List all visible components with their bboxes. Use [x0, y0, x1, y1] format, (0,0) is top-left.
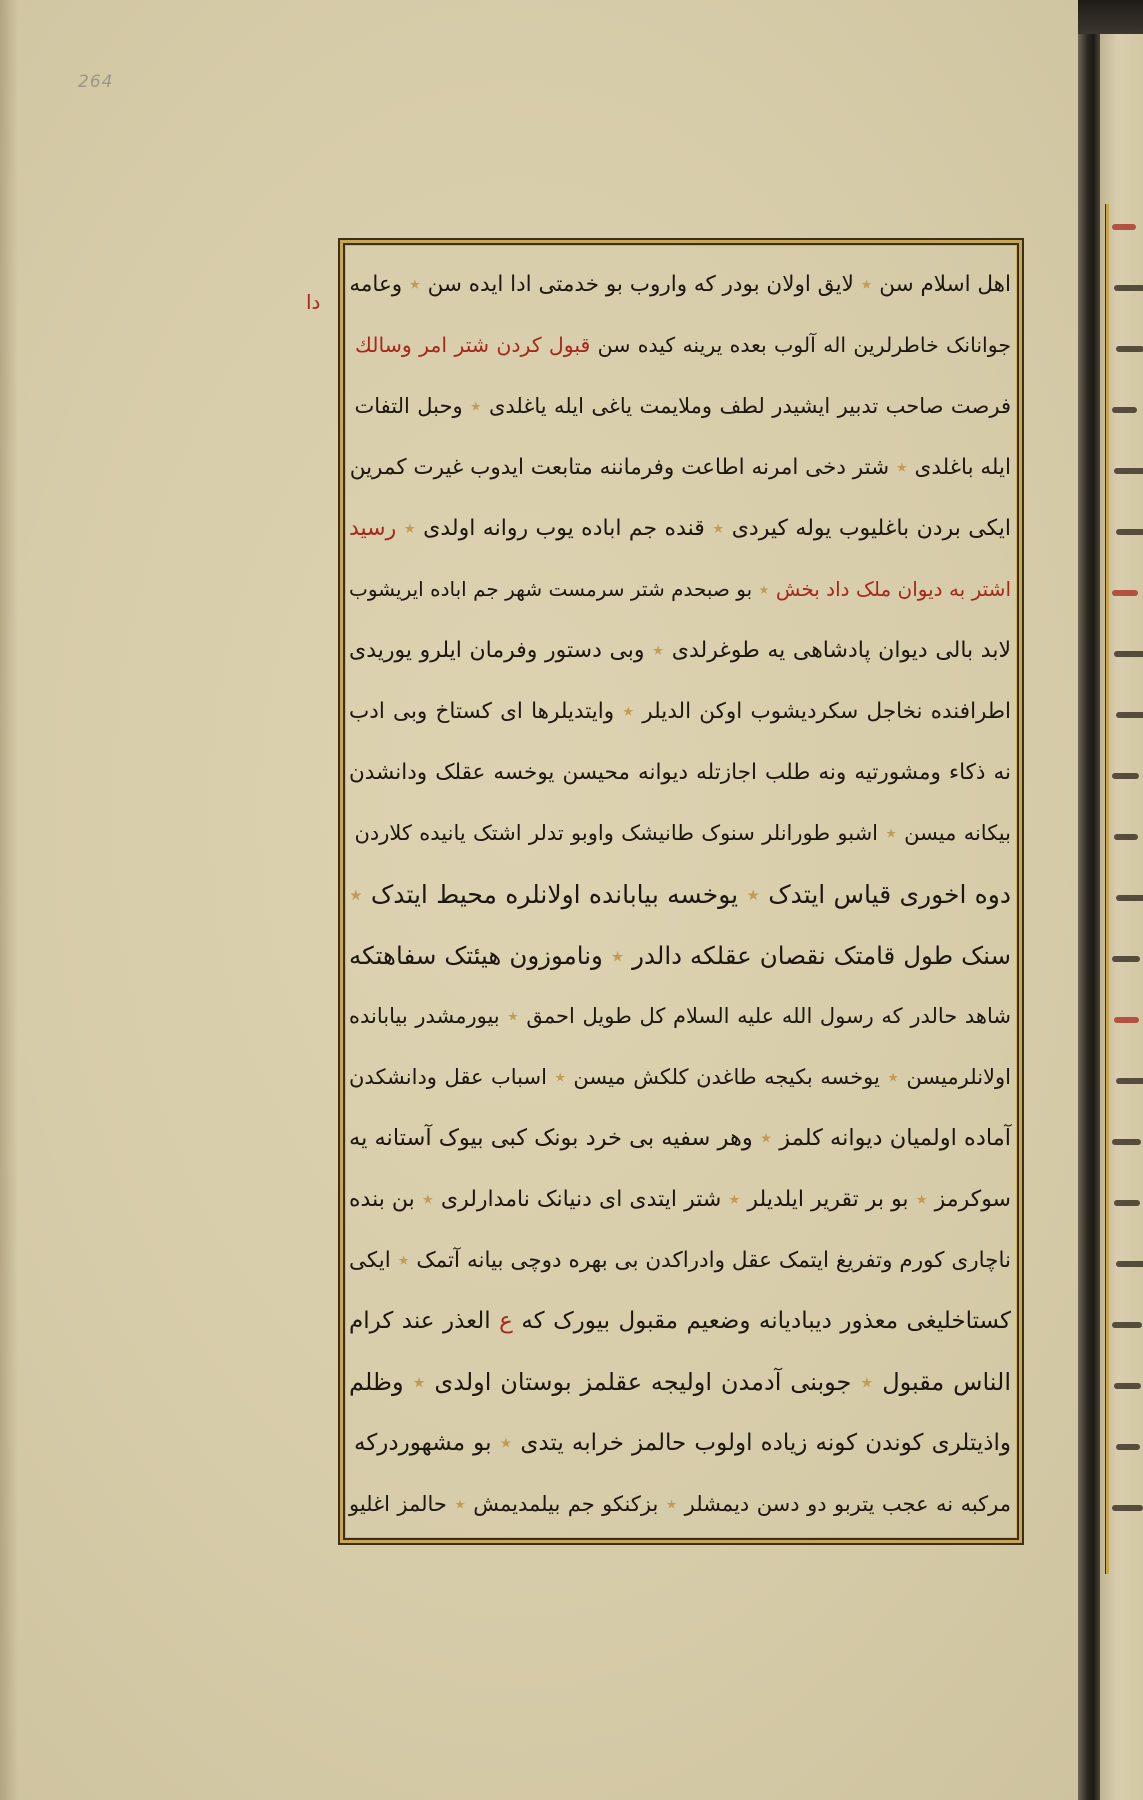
- folio-number: 264: [78, 72, 114, 92]
- text-line: [351, 1047, 1011, 1108]
- line-text: [354, 1430, 1011, 1456]
- verse-separator: ٭: [622, 699, 635, 724]
- verse-separator: ٭: [915, 1187, 928, 1212]
- verse-separator: ٭: [887, 1065, 899, 1089]
- adjacent-page-text-fragment: [1114, 285, 1143, 291]
- verse-separator: ٭: [610, 941, 625, 970]
- body-text: کستاخلیغی معذور دیبادیانه وضعیم مقبول بیورک که: [512, 1308, 1011, 1334]
- text-line: [351, 1474, 1011, 1535]
- adjacent-page-text-fragment: [1116, 895, 1143, 901]
- adjacent-page-text-fragment: [1114, 468, 1143, 474]
- body-text: بیکانه میسن ٭ اشبو طورانلر سنوک طانیشک واوبو تدلر اشتک یانیده کلاردن: [354, 821, 1011, 845]
- body-text: دوه اخوری قیاس ایتدک ٭ یوخسه بیابانده اولانلره محیط ایتدک ٭: [349, 880, 1011, 909]
- verse-separator: ٭: [712, 516, 725, 541]
- text-line: [351, 925, 1011, 986]
- line-text: [354, 821, 1011, 845]
- body-text: نه ذکاء ومشورتیه ونه طلب اجازتله دیوانه محیسن یوخسه عقلک ودانشدن: [349, 760, 1011, 785]
- body-text: ٭ بو صبحدم شتر سرمست شهر جم اباده ایریشوب: [349, 577, 770, 601]
- adjacent-page-text-fragment: [1116, 712, 1143, 718]
- verse-separator: ٭: [403, 516, 416, 541]
- verse-separator: ٭: [860, 1368, 874, 1396]
- line-text: [354, 394, 1011, 418]
- verse-separator: ٭: [746, 880, 761, 909]
- body-text: الناس مقبول ٭ جوبنی آدمدن اولیجه عقلمز بوستان اولدی ٭ وظلم: [349, 1368, 1011, 1396]
- line-text: [349, 1248, 1011, 1273]
- adjacent-page-text-fragment: [1116, 1078, 1143, 1084]
- body-text: سنک طول قامتک نقصان عقلکه دالدر ٭ وناموزون هیئتک سفاهتکه: [349, 941, 1011, 970]
- body-text: ایله باغلدی ٭ شتر دخی امرنه اطاعت وفرماننه متابعت ایدوب غیرت کمرین: [349, 455, 1011, 480]
- line-text: [349, 699, 1011, 724]
- text-frame: [338, 238, 1024, 1545]
- verse-separator: ٭: [454, 1492, 466, 1516]
- verse-separator: ٭: [349, 880, 363, 909]
- text-line: [351, 803, 1011, 864]
- adjacent-page-text-fragment: [1112, 1322, 1142, 1328]
- text-line: [351, 986, 1011, 1047]
- binding-gutter: [1078, 0, 1100, 1800]
- line-text: [349, 577, 1011, 601]
- text-line: [351, 1291, 1011, 1352]
- adjacent-page-text-fragment: [1112, 224, 1136, 230]
- adjacent-page-text-fragment: [1114, 651, 1143, 657]
- rubric-text: ع: [499, 1308, 513, 1334]
- body-text: واذیتلری کوندن کونه زیاده اولوب حالمز خرابه یتدی ٭ بو مشهوردرکه: [353, 1430, 1011, 1456]
- verse-separator: ٭: [412, 1368, 426, 1396]
- verse-separator: ٭: [409, 272, 421, 297]
- body-text: ایکی بردن باغلیوب یوله کیردی ٭ قنده جم اباده یوب روانه اولدی ٭: [403, 516, 1011, 541]
- text-line: [351, 864, 1011, 925]
- body-text: مرکبه نه عجب یتربو دو دسن دیمشلر ٭ بزکنکو جم بیلمدیمش ٭ حالمز اغلیو: [349, 1492, 1011, 1516]
- margin-note: دا: [306, 290, 321, 314]
- text-line: [351, 254, 1011, 315]
- text-line: [351, 1352, 1011, 1413]
- text-line: [351, 742, 1011, 803]
- text-line: [351, 1169, 1011, 1230]
- verse-separator: ٭: [896, 455, 908, 480]
- rubric-text: قبول کردن شتر امر وسالك: [354, 333, 591, 357]
- adjacent-page-text-fragment: [1112, 1505, 1143, 1511]
- line-text: [349, 272, 1011, 297]
- adjacent-page-text-fragment: [1112, 590, 1138, 596]
- body-text: ناچاری کورم وتفریغ ایتمک عقل وادراکدن بی بهره دوچی بیانه آتمک ٭ ایکی: [349, 1248, 1011, 1273]
- line-text: [349, 941, 1011, 970]
- line-text: [349, 1368, 1011, 1396]
- text-line: [351, 315, 1011, 376]
- line-text: [349, 516, 1011, 541]
- verse-separator: ٭: [860, 272, 873, 297]
- verse-separator: ٭: [421, 1187, 434, 1212]
- text-line: [351, 437, 1011, 498]
- adjacent-page-text-fragment: [1112, 407, 1137, 413]
- body-text: شاهد حالدر که رسول الله علیه السلام کل طویل احمق ٭ بیورمشدر بیابانده: [349, 1004, 1011, 1028]
- binding-shadow: [1078, 0, 1143, 34]
- adjacent-page-text-fragment: [1114, 1383, 1141, 1389]
- adjacent-page-frame-rule: [1105, 204, 1109, 1574]
- line-text: [355, 333, 1011, 357]
- page-edge-shadow: [0, 0, 18, 1800]
- line-text: [349, 1125, 1011, 1151]
- line-text: [349, 1065, 1011, 1089]
- line-text: [350, 455, 1011, 480]
- verse-separator: ٭: [470, 394, 482, 418]
- adjacent-page-text-fragment: [1114, 1200, 1140, 1206]
- text-line: [351, 681, 1011, 742]
- verse-separator: ٭: [665, 1492, 678, 1516]
- verse-separator: ٭: [554, 1065, 566, 1089]
- body-text: سوکرمز ٭ بو بر تقریر ایلدیلر ٭ شتر ایتدی ای دنیانک نامدارلری ٭ بن بنده: [349, 1187, 1011, 1212]
- line-text: [349, 1492, 1011, 1516]
- adjacent-page-text-fragment: [1116, 346, 1143, 352]
- text-line: [351, 559, 1011, 620]
- adjacent-page-text-fragment: [1112, 773, 1139, 779]
- body-text: العذر عند کرام: [349, 1308, 500, 1334]
- verse-separator: ٭: [499, 1430, 513, 1456]
- verse-separator: ٭: [728, 1187, 741, 1212]
- text-block: [351, 254, 1011, 1535]
- adjacent-page-text-fragment: [1112, 956, 1140, 962]
- body-text: لابد بالی دیوان پادشاهی یه طوغرلدی ٭ وبی دستور وفرمان ایلرو یوریدی: [349, 638, 1011, 663]
- line-text: [349, 760, 1011, 785]
- verse-separator: ٭: [758, 577, 770, 601]
- body-text: فرصت صاحب تدبیر ایشیدر لطف وملایمت یاغی ایله یاغلدی ٭ وحبل التفات: [354, 394, 1011, 418]
- body-text: اولانلرمیسن ٭ یوخسه بکیجه طاغدن کلکش میسن ٭ اسباب عقل ودانشکدن: [349, 1065, 1011, 1089]
- line-text: [349, 1308, 1011, 1334]
- line-text: [349, 1187, 1011, 1212]
- adjacent-page-text-fragment: [1116, 1444, 1140, 1450]
- verse-separator: ٭: [759, 1125, 773, 1151]
- text-line: [351, 1413, 1011, 1474]
- line-text: [349, 880, 1011, 909]
- body-text: اطرافنده نخاجل سکردیشوب اوکن الدیلر ٭ وایتدیلرها ای کستاخ وبی ادب: [349, 699, 1011, 724]
- text-line: [351, 620, 1011, 681]
- adjacent-page-text-fragment: [1114, 834, 1138, 840]
- text-line: [351, 1230, 1011, 1291]
- body-text: جوانانک خاطرلرین اله آلوب بعده یرینه کیده سن: [590, 333, 1011, 357]
- verse-separator: ٭: [652, 638, 665, 663]
- text-line: [351, 1108, 1011, 1169]
- line-text: [349, 638, 1011, 663]
- body-text: اهل اسلام سن ٭ لایق اولان بودر که واروب بو خدمتی ادا ایده سن ٭ وعامه: [349, 272, 1011, 297]
- verse-separator: ٭: [397, 1248, 410, 1273]
- rubric-text: رسید: [349, 516, 397, 541]
- adjacent-page-text-fragment: [1114, 1017, 1139, 1023]
- adjacent-page-text-fragment: [1112, 1139, 1141, 1145]
- verse-separator: ٭: [885, 821, 897, 845]
- verse-separator: ٭: [507, 1004, 519, 1028]
- text-line: [351, 376, 1011, 437]
- rubric-text: اشتر به دیوان ملک داد بخش: [775, 577, 1011, 601]
- line-text: [349, 1004, 1011, 1028]
- text-line: [351, 498, 1011, 559]
- adjacent-page-edge: [1100, 34, 1143, 1800]
- adjacent-page-text-fragment: [1116, 1261, 1143, 1267]
- adjacent-page-text-fragment: [1116, 529, 1143, 535]
- body-text: آماده اولمیان دیوانه کلمز ٭ وهر سفیه بی خرد بونک کبی بیوک آستانه یه: [349, 1125, 1011, 1151]
